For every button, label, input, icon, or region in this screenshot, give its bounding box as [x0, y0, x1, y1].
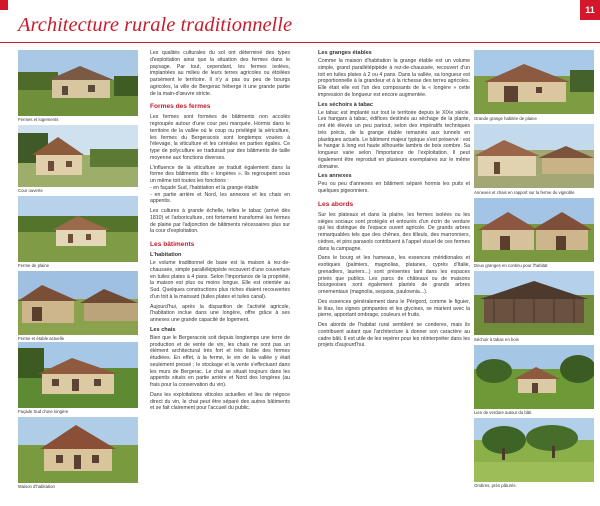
photo-caption: Deux granges en continu pour l'habitat — [474, 263, 548, 268]
photo-annexes-chais — [474, 124, 594, 188]
paragraph: Des essences généralement dans le Périgord, comme le figuier, le lilas, les vignes grimpantes et les glycines, se marient avec la pierre, apportant ombrage, couleurs et fruits. — [318, 298, 470, 319]
subheading-habitation: L'habitation — [150, 252, 182, 258]
photo-maison-habitation — [18, 417, 138, 483]
paragraph: Les fermes sont formées de bâtiments non accolés regroupés autour d'une cour peu marquée. Hormis dans le territoire de la vallée où le coup ou privilégié la sériculture, les fermes du Bergeracois sont longtemps vouées à l'élevage, la viticulture et les céréales en parties égales. Ce type de polyculture se traduisait par des bâtiments de taille moyenne aux fonctions diverses. — [150, 114, 290, 161]
heading-les-batiments: Les bâtiments — [150, 241, 195, 248]
list-item: - en façade Sud, l'habitation et la grange étable — [150, 184, 259, 191]
page-corner-mark — [0, 0, 8, 10]
photo-caption: Ferme et étable actuelle — [18, 336, 65, 341]
paragraph: Le tabac est implanté sur tout le territoire depuis le XIXe siècle. Les hangars à tabac, édifices destinés au séchage de la plante, ont été élevés un peu partout, selon des impératifs techniques très précis, de la grange étable remaniés aux tunnels en plastiques actuels. Le bâtiment majeur typique s'est préservé : est le hangar à long est haute silhouette lambris de bois sombre. Sa longueur varie selon l'importance de l'exploitation. Il peut également être reproduit en plusieurs exemplaires sur le même domaine. — [318, 109, 470, 170]
photo-fermes-logements — [18, 50, 138, 116]
paragraph: L'influence de la viticulture se traduit également dans la forme des bâtiments dits « longères ». Ils regroupent sous un même toit toutes les fonctions : — [150, 164, 290, 184]
text-column-2 — [318, 50, 470, 352]
paragraph: Peu ou peu d'annexes en bâtiment séparé hormis les puits et quelques pigeonniers. — [318, 181, 470, 194]
photo-caption: Ferme de plaine — [18, 263, 50, 268]
paragraph: Des abords de l'habitat rural semblent se conderes, mais ils contribuent autant que l'architecture à donner son caractère au cadre bâti. Il est utile de les repérer pour les réinterpréter dans les projets d'aujourd'hui. — [318, 322, 470, 349]
photo-ferme-plaine — [18, 196, 138, 262]
photo-sechoir-tabac — [474, 271, 594, 335]
photo-facade-longere — [18, 342, 138, 408]
intro-paragraph: Les qualités culturales du sol ont déterminé des types d'exploitation ainsi que la situation des fermes dans le paysage. Par tout, cependant, les fermes isolées, implantées au milieu de leurs terres agricoles ou étoilées parsèment le territoire. Il n'y a pas ou peu de bourgs agricoles, la ville de Bergerac héberge it une grande partie de la main-d'œuvre stricte. — [150, 50, 290, 97]
photo-caption: Cour ouverte — [18, 188, 43, 193]
text-column-1 — [150, 50, 290, 415]
photo-caption: Séchoir à tabac en bois — [474, 337, 519, 342]
paragraph: Comme la maison d'habitation la grange étable est un volume simple, grand parallélépipède à rez-de-chaussée, recouvert d'un toit en tuiles plates à 2 ou 4 pans. Dans la vallée, sa longueur est proportionnelle à la grandeur et à la richesse des terres agricoles. Elle était elle est l'un des composants de la « longère » cette impression de longueur est encore augmentée. — [318, 58, 470, 98]
heading-formes-des-fermes: Formes des fermes — [150, 103, 211, 111]
photo-caption: Lien de verdure autour du bâti — [474, 410, 532, 415]
photo-caption: Maison d'habitation — [18, 484, 55, 489]
photo-caption: Fermes et logements — [18, 117, 59, 122]
photo-caption: Annexes et chais en rapport sur la ferme du vignoble — [474, 190, 575, 195]
photo-caption: Ombres, près pâturés. — [474, 483, 517, 488]
photo-caption: Façade Sud d'une longère — [18, 409, 69, 414]
photo-deux-granges — [474, 198, 594, 262]
subheading-chais: Les chais — [150, 326, 176, 333]
paragraph: Dans les exploitations viticoles actuelles et lieu de négoce direct du vin, le chai peut être séparé des autres bâtiments et se fait clairement pour l'accueil du public. — [150, 391, 290, 412]
subheading-granges-etables: Les granges étables — [318, 50, 372, 56]
photo-grande-grange — [474, 50, 594, 114]
paragraph: Aujourd'hui, après la disparition de l'activité agricole, l'habitation inclue dans une longère, offre grâce à ses annexes une grande capacité de logement. — [150, 303, 290, 323]
paragraph: Sur les plateaux et dans la plaine, les fermes isolées ou les sièges sociaux sont protégés et entourés d'un écrin de verdure qui les distingue de l'espace ouvert agricole. De grands arbres remarquables tels que des chênes, des tilleuls, des marronniers, cèdres, et pins parasols contribuent à l'appel visuel de ces fermes dans la campagne. — [318, 211, 470, 252]
photo-ombres-pres — [474, 418, 594, 482]
title-rule — [0, 42, 600, 43]
paragraph: Le volume traditionnel de base est la maison à rez-de-chaussée, simple parallélépipède recouvert d'une couverture en tuiles plates à 4 pans. Selon l'importance de la propriété, la maison est plus ou moins longue. Elle est orientée au Sud. Quelques constructions plus riches étaient recouvertes d'un toit à la mansard (tuiles plates et tuiles canal). — [150, 260, 290, 300]
photo-caption: Grande grange habitée de plaine — [474, 116, 537, 121]
subheading-annexes: Les annexes — [318, 173, 352, 180]
paragraph: Dans le bourg et les hameaux, les essences méridionales et exotiques (palmiers, magnolias, platanes, cyprès d'Italie, grenadiers, lauriers...) sont présentes tant dans les espaces privés que publics. Les parcs de châteaux ou de maisons bourgeoises sont également plantés de grands arbres ornementaux (magnolia, sequoia, paulownia...). — [318, 255, 470, 295]
paragraph: Bien que le Bergeracois soit depuis longtemps une terre de production et de vente de vin, les chais ne sont pas un élément architectural très fort et très lisible des fermes étudiées. En effet, à la ferme, le vin de la vallée y était seulement pressé ; le stockage et la vente s'effectuant dans les murs de Bergerac. Le chai se situait toujours dans les appentis situés en partie arrière et Nord des longères (au frais pour la conservation du vin). — [150, 334, 290, 388]
page-title: Architecture rurale traditionnelle — [18, 14, 293, 36]
photo-cour-ouverte — [18, 125, 138, 187]
paragraph: Les cultures à grande échelle, telles le tabac (arrivé dès 1810) et l'arboriculture, ont fortement transformé les fermes de plaine par l'adjonction de bâtiments nécessaires plus sur la cour d'exploitation. — [150, 208, 290, 235]
photo-ferme-etable — [18, 271, 138, 335]
photo-lien-verdure — [474, 345, 594, 409]
list-item: - en partie arrière et Nord, les annexes et les chais en appentis. — [150, 191, 290, 205]
subheading-sechoirs-tabac: Les séchoirs à tabac — [318, 101, 374, 108]
heading-les-abords: Les abords — [318, 200, 354, 208]
page-number: 11 — [580, 0, 600, 20]
